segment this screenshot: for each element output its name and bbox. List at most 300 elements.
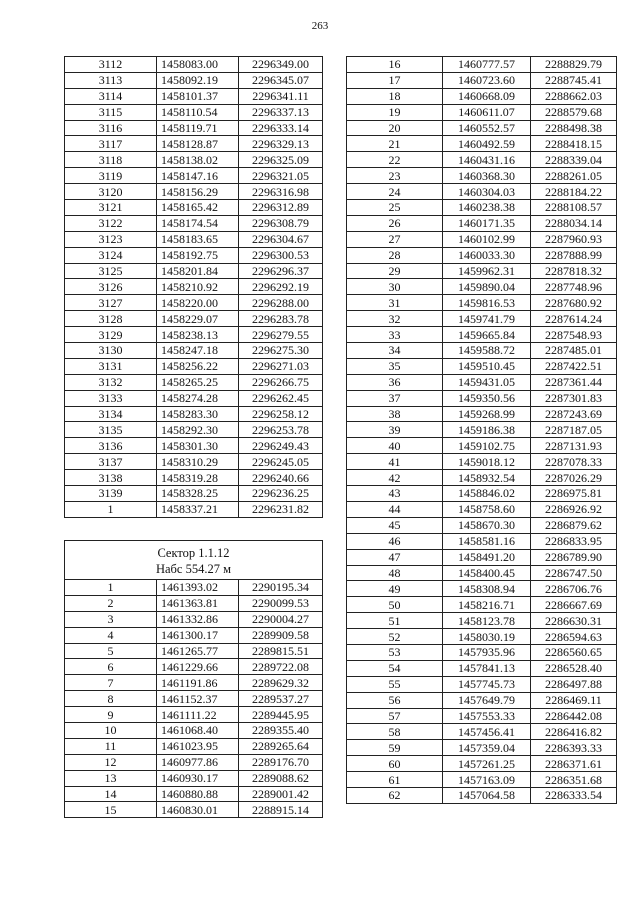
coord-y: 2296337.13 xyxy=(239,104,323,120)
point-number: 17 xyxy=(347,72,443,88)
coord-y: 2286333.54 xyxy=(531,787,617,803)
table-row xyxy=(347,406,617,422)
point-number: 27 xyxy=(347,231,443,247)
coord-y: 2296304.67 xyxy=(239,231,323,247)
coord-y: 2287680.92 xyxy=(531,295,617,311)
point-number: 54 xyxy=(347,660,443,676)
table-row xyxy=(347,708,617,724)
coord-x: 1458310.29 xyxy=(157,454,239,470)
point-number: 21 xyxy=(347,136,443,152)
coord-x: 1458274.28 xyxy=(157,390,239,406)
coord-y: 2287187.05 xyxy=(531,422,617,438)
coord-y: 2289537.27 xyxy=(239,691,323,707)
table-row xyxy=(65,358,323,374)
table-row xyxy=(65,659,323,675)
point-number: 1 xyxy=(65,580,157,596)
coord-y: 2296345.07 xyxy=(239,72,323,88)
table-row xyxy=(347,613,617,629)
table-row xyxy=(65,343,323,359)
table-row xyxy=(347,104,617,120)
point-number: 28 xyxy=(347,247,443,263)
coord-x: 1457553.33 xyxy=(443,708,531,724)
coord-x: 1458670.30 xyxy=(443,517,531,533)
coord-x: 1460238.38 xyxy=(443,200,531,216)
table-row xyxy=(347,644,617,660)
point-number: 15 xyxy=(65,802,157,818)
table-row xyxy=(347,438,617,454)
point-number: 22 xyxy=(347,152,443,168)
table-row xyxy=(347,279,617,295)
coord-x: 1458156.29 xyxy=(157,184,239,200)
coord-y: 2296249.43 xyxy=(239,438,323,454)
coord-y: 2286789.90 xyxy=(531,549,617,565)
table-row xyxy=(65,184,323,200)
coord-x: 1460492.59 xyxy=(443,136,531,152)
coord-x: 1459816.53 xyxy=(443,295,531,311)
coord-y: 2286351.68 xyxy=(531,772,617,788)
coord-x: 1458491.20 xyxy=(443,549,531,565)
sector-title: Сектор 1.1.12 xyxy=(157,546,230,560)
coord-x: 1458238.13 xyxy=(157,327,239,343)
table-row xyxy=(347,263,617,279)
coord-y: 2288034.14 xyxy=(531,215,617,231)
point-number: 26 xyxy=(347,215,443,231)
sector-caption xyxy=(65,541,323,580)
coord-x: 1458256.22 xyxy=(157,358,239,374)
coord-y: 2296308.79 xyxy=(239,215,323,231)
coord-y: 2287614.24 xyxy=(531,311,617,327)
coord-y: 2287960.93 xyxy=(531,231,617,247)
coord-y: 2289629.32 xyxy=(239,675,323,691)
coord-y: 2296253.78 xyxy=(239,422,323,438)
coord-y: 2296325.09 xyxy=(239,152,323,168)
coordinates-table-left-top xyxy=(64,56,323,518)
coord-x: 1459350.56 xyxy=(443,390,531,406)
sector-caption-row xyxy=(65,541,323,580)
coord-y: 2286416.82 xyxy=(531,724,617,740)
table-row xyxy=(65,707,323,723)
table-row xyxy=(347,184,617,200)
point-number: 3136 xyxy=(65,438,157,454)
coord-y: 2288662.03 xyxy=(531,88,617,104)
point-number: 3128 xyxy=(65,311,157,327)
coord-x: 1458265.25 xyxy=(157,374,239,390)
table-row xyxy=(65,611,323,627)
coord-y: 2286393.33 xyxy=(531,740,617,756)
table-row xyxy=(347,136,617,152)
point-number: 42 xyxy=(347,470,443,486)
coord-x: 1458128.87 xyxy=(157,136,239,152)
coord-x: 1459018.12 xyxy=(443,454,531,470)
table-row xyxy=(65,422,323,438)
point-number: 25 xyxy=(347,200,443,216)
coord-x: 1461265.77 xyxy=(157,643,239,659)
coord-y: 2287026.29 xyxy=(531,470,617,486)
point-number: 23 xyxy=(347,168,443,184)
table-row xyxy=(347,358,617,374)
coord-y: 2286442.08 xyxy=(531,708,617,724)
point-number: 43 xyxy=(347,486,443,502)
coord-x: 1458147.16 xyxy=(157,168,239,184)
coord-y: 2288579.68 xyxy=(531,104,617,120)
table-row xyxy=(65,152,323,168)
table-row xyxy=(65,231,323,247)
table-row xyxy=(347,168,617,184)
table-row xyxy=(65,57,323,73)
table-row xyxy=(347,390,617,406)
coord-x: 1459102.75 xyxy=(443,438,531,454)
coord-y: 2289909.58 xyxy=(239,627,323,643)
table-row xyxy=(65,200,323,216)
table-row xyxy=(347,565,617,581)
table-row xyxy=(347,692,617,708)
point-number: 3121 xyxy=(65,200,157,216)
coord-y: 2296262.45 xyxy=(239,390,323,406)
point-number: 55 xyxy=(347,676,443,692)
table-row xyxy=(65,691,323,707)
coord-x: 1457745.73 xyxy=(443,676,531,692)
coord-x: 1461191.86 xyxy=(157,675,239,691)
point-number: 10 xyxy=(65,723,157,739)
table-row xyxy=(65,215,323,231)
coord-y: 2286975.81 xyxy=(531,486,617,502)
coord-x: 1460830.01 xyxy=(157,802,239,818)
coord-y: 2287243.69 xyxy=(531,406,617,422)
coord-y: 2286706.76 xyxy=(531,581,617,597)
point-number: 3124 xyxy=(65,247,157,263)
table-row xyxy=(65,580,323,596)
table-row xyxy=(65,390,323,406)
coord-y: 2296245.05 xyxy=(239,454,323,470)
coord-y: 2289088.62 xyxy=(239,770,323,786)
coord-x: 1460930.17 xyxy=(157,770,239,786)
coord-x: 1460777.57 xyxy=(443,57,531,73)
point-number: 3125 xyxy=(65,263,157,279)
coord-x: 1461332.86 xyxy=(157,611,239,627)
point-number: 47 xyxy=(347,549,443,565)
coord-x: 1458220.00 xyxy=(157,295,239,311)
point-number: 7 xyxy=(65,675,157,691)
coord-y: 2288184.22 xyxy=(531,184,617,200)
table-row xyxy=(65,470,323,486)
coord-y: 2296258.12 xyxy=(239,406,323,422)
coord-y: 2287301.83 xyxy=(531,390,617,406)
point-number: 48 xyxy=(347,565,443,581)
table-row xyxy=(347,486,617,502)
coord-y: 2286469.11 xyxy=(531,692,617,708)
table-row xyxy=(65,675,323,691)
coord-x: 1460880.88 xyxy=(157,786,239,802)
point-number: 44 xyxy=(347,501,443,517)
coord-x: 1457261.25 xyxy=(443,756,531,772)
coord-x: 1458846.02 xyxy=(443,486,531,502)
point-number: 51 xyxy=(347,613,443,629)
coord-x: 1458932.54 xyxy=(443,470,531,486)
coord-x: 1458400.45 xyxy=(443,565,531,581)
table-row xyxy=(347,120,617,136)
coord-x: 1458138.02 xyxy=(157,152,239,168)
point-number: 61 xyxy=(347,772,443,788)
point-number: 5 xyxy=(65,643,157,659)
point-number: 16 xyxy=(347,57,443,73)
point-number: 34 xyxy=(347,343,443,359)
coord-y: 2289815.51 xyxy=(239,643,323,659)
table-row xyxy=(65,374,323,390)
coord-x: 1458123.78 xyxy=(443,613,531,629)
coordinates-table-sector xyxy=(64,540,323,818)
coord-y: 2286528.40 xyxy=(531,660,617,676)
table-row xyxy=(347,152,617,168)
point-number: 40 xyxy=(347,438,443,454)
point-number: 8 xyxy=(65,691,157,707)
table-row xyxy=(347,470,617,486)
coord-x: 1458328.25 xyxy=(157,486,239,502)
point-number: 3139 xyxy=(65,486,157,502)
point-number: 3113 xyxy=(65,72,157,88)
coord-x: 1461363.81 xyxy=(157,595,239,611)
coord-y: 2296316.98 xyxy=(239,184,323,200)
coord-y: 2286667.69 xyxy=(531,597,617,613)
coord-x: 1460977.86 xyxy=(157,754,239,770)
point-number: 36 xyxy=(347,374,443,390)
point-number: 35 xyxy=(347,358,443,374)
table-row xyxy=(347,756,617,772)
coord-y: 2286371.61 xyxy=(531,756,617,772)
coord-x: 1458216.71 xyxy=(443,597,531,613)
table-row xyxy=(347,772,617,788)
point-number: 3119 xyxy=(65,168,157,184)
table-row xyxy=(65,406,323,422)
point-number: 38 xyxy=(347,406,443,422)
point-number: 53 xyxy=(347,644,443,660)
table-row xyxy=(347,549,617,565)
coord-y: 2286560.65 xyxy=(531,644,617,660)
table-row xyxy=(347,295,617,311)
page-number: 263 xyxy=(311,20,329,32)
table-row xyxy=(65,311,323,327)
point-number: 3126 xyxy=(65,279,157,295)
table-row xyxy=(65,643,323,659)
coord-x: 1458174.54 xyxy=(157,215,239,231)
coord-x: 1459962.31 xyxy=(443,263,531,279)
coord-x: 1458030.19 xyxy=(443,629,531,645)
table-row xyxy=(347,501,617,517)
table-row xyxy=(65,168,323,184)
coord-y: 2287748.96 xyxy=(531,279,617,295)
table-row xyxy=(65,120,323,136)
table-row xyxy=(347,581,617,597)
table-row xyxy=(65,454,323,470)
point-number: 30 xyxy=(347,279,443,295)
point-number: 20 xyxy=(347,120,443,136)
point-number: 3134 xyxy=(65,406,157,422)
coord-y: 2289001.42 xyxy=(239,786,323,802)
coord-x: 1458292.30 xyxy=(157,422,239,438)
coord-x: 1458201.84 xyxy=(157,263,239,279)
coord-y: 2289265.64 xyxy=(239,738,323,754)
point-number: 9 xyxy=(65,707,157,723)
point-number: 3123 xyxy=(65,231,157,247)
table-row xyxy=(347,343,617,359)
coord-x: 1461229.66 xyxy=(157,659,239,675)
coord-x: 1458247.18 xyxy=(157,343,239,359)
coord-y: 2286497.88 xyxy=(531,676,617,692)
coord-y: 2296333.14 xyxy=(239,120,323,136)
point-number: 29 xyxy=(347,263,443,279)
coord-y: 2287888.99 xyxy=(531,247,617,263)
sector-length: Набс 554.27 м xyxy=(155,562,232,576)
table-row xyxy=(347,676,617,692)
coord-x: 1458183.65 xyxy=(157,231,239,247)
point-number: 3132 xyxy=(65,374,157,390)
coord-x: 1459890.04 xyxy=(443,279,531,295)
coord-x: 1457359.04 xyxy=(443,740,531,756)
point-number: 3135 xyxy=(65,422,157,438)
table-row xyxy=(347,200,617,216)
point-number: 37 xyxy=(347,390,443,406)
coord-y: 2288745.41 xyxy=(531,72,617,88)
point-number: 60 xyxy=(347,756,443,772)
coord-y: 2289176.70 xyxy=(239,754,323,770)
table-row xyxy=(347,72,617,88)
coord-y: 2288339.04 xyxy=(531,152,617,168)
table-row xyxy=(65,786,323,802)
coord-y: 2296231.82 xyxy=(239,501,323,517)
coord-x: 1459665.84 xyxy=(443,327,531,343)
table-row xyxy=(347,787,617,803)
coord-x: 1458301.30 xyxy=(157,438,239,454)
point-number: 24 xyxy=(347,184,443,200)
table-row xyxy=(65,263,323,279)
point-number: 33 xyxy=(347,327,443,343)
coord-x: 1461393.02 xyxy=(157,580,239,596)
coord-x: 1458101.37 xyxy=(157,88,239,104)
coord-y: 2287078.33 xyxy=(531,454,617,470)
coord-x: 1461068.40 xyxy=(157,723,239,739)
coordinates-table-right xyxy=(346,56,617,804)
point-number: 57 xyxy=(347,708,443,724)
point-number: 3117 xyxy=(65,136,157,152)
coord-y: 2296266.75 xyxy=(239,374,323,390)
coord-y: 2296236.25 xyxy=(239,486,323,502)
table-row xyxy=(347,724,617,740)
coord-y: 2289445.95 xyxy=(239,707,323,723)
point-number: 3133 xyxy=(65,390,157,406)
coord-y: 2296300.53 xyxy=(239,247,323,263)
coord-x: 1460368.30 xyxy=(443,168,531,184)
coord-x: 1460102.99 xyxy=(443,231,531,247)
table-row xyxy=(65,88,323,104)
coord-x: 1458308.94 xyxy=(443,581,531,597)
coord-y: 2296279.55 xyxy=(239,327,323,343)
coord-y: 2289355.40 xyxy=(239,723,323,739)
coord-y: 2296240.66 xyxy=(239,470,323,486)
coord-y: 2287422.51 xyxy=(531,358,617,374)
coord-x: 1460611.07 xyxy=(443,104,531,120)
coord-x: 1461111.22 xyxy=(157,707,239,723)
table-row xyxy=(65,754,323,770)
coord-x: 1459588.72 xyxy=(443,343,531,359)
coord-x: 1458165.42 xyxy=(157,200,239,216)
point-number: 52 xyxy=(347,629,443,645)
point-number: 46 xyxy=(347,533,443,549)
coord-x: 1458283.30 xyxy=(157,406,239,422)
point-number: 59 xyxy=(347,740,443,756)
coord-x: 1458337.21 xyxy=(157,501,239,517)
point-number: 3112 xyxy=(65,57,157,73)
coord-x: 1461023.95 xyxy=(157,738,239,754)
point-number: 14 xyxy=(65,786,157,802)
table-row xyxy=(347,740,617,756)
point-number: 3120 xyxy=(65,184,157,200)
table-row xyxy=(65,295,323,311)
table-row xyxy=(347,88,617,104)
coord-x: 1460552.57 xyxy=(443,120,531,136)
point-number: 4 xyxy=(65,627,157,643)
coord-y: 2287361.44 xyxy=(531,374,617,390)
coord-y: 2296329.13 xyxy=(239,136,323,152)
table-row xyxy=(347,311,617,327)
coord-y: 2288418.15 xyxy=(531,136,617,152)
coord-x: 1459186.38 xyxy=(443,422,531,438)
table-row xyxy=(65,627,323,643)
coord-x: 1460723.60 xyxy=(443,72,531,88)
table-row xyxy=(347,454,617,470)
point-number: 3138 xyxy=(65,470,157,486)
table-row xyxy=(65,802,323,818)
coord-y: 2287131.93 xyxy=(531,438,617,454)
coord-x: 1458758.60 xyxy=(443,501,531,517)
table-row xyxy=(65,770,323,786)
point-number: 62 xyxy=(347,787,443,803)
coord-x: 1457163.09 xyxy=(443,772,531,788)
coord-x: 1458319.28 xyxy=(157,470,239,486)
coord-x: 1458092.19 xyxy=(157,72,239,88)
point-number: 3131 xyxy=(65,358,157,374)
point-number: 45 xyxy=(347,517,443,533)
coord-y: 2296283.78 xyxy=(239,311,323,327)
table-row xyxy=(65,738,323,754)
table-row xyxy=(347,629,617,645)
point-number: 11 xyxy=(65,738,157,754)
coord-y: 2288829.79 xyxy=(531,57,617,73)
table-row xyxy=(347,247,617,263)
table-row xyxy=(65,247,323,263)
table-row xyxy=(65,438,323,454)
point-number: 32 xyxy=(347,311,443,327)
point-number: 19 xyxy=(347,104,443,120)
point-number: 6 xyxy=(65,659,157,675)
coord-y: 2288915.14 xyxy=(239,802,323,818)
coord-x: 1460033.30 xyxy=(443,247,531,263)
point-number: 31 xyxy=(347,295,443,311)
point-number: 41 xyxy=(347,454,443,470)
table-row xyxy=(65,104,323,120)
coord-y: 2296271.03 xyxy=(239,358,323,374)
coord-x: 1461152.37 xyxy=(157,691,239,707)
table-row xyxy=(347,422,617,438)
table-row xyxy=(65,595,323,611)
coord-x: 1459268.99 xyxy=(443,406,531,422)
table-row xyxy=(65,723,323,739)
coord-x: 1458229.07 xyxy=(157,311,239,327)
coord-x: 1458581.16 xyxy=(443,533,531,549)
table-row xyxy=(347,533,617,549)
point-number: 3114 xyxy=(65,88,157,104)
table-row xyxy=(65,136,323,152)
coord-y: 2287548.93 xyxy=(531,327,617,343)
coord-y: 2287485.01 xyxy=(531,343,617,359)
